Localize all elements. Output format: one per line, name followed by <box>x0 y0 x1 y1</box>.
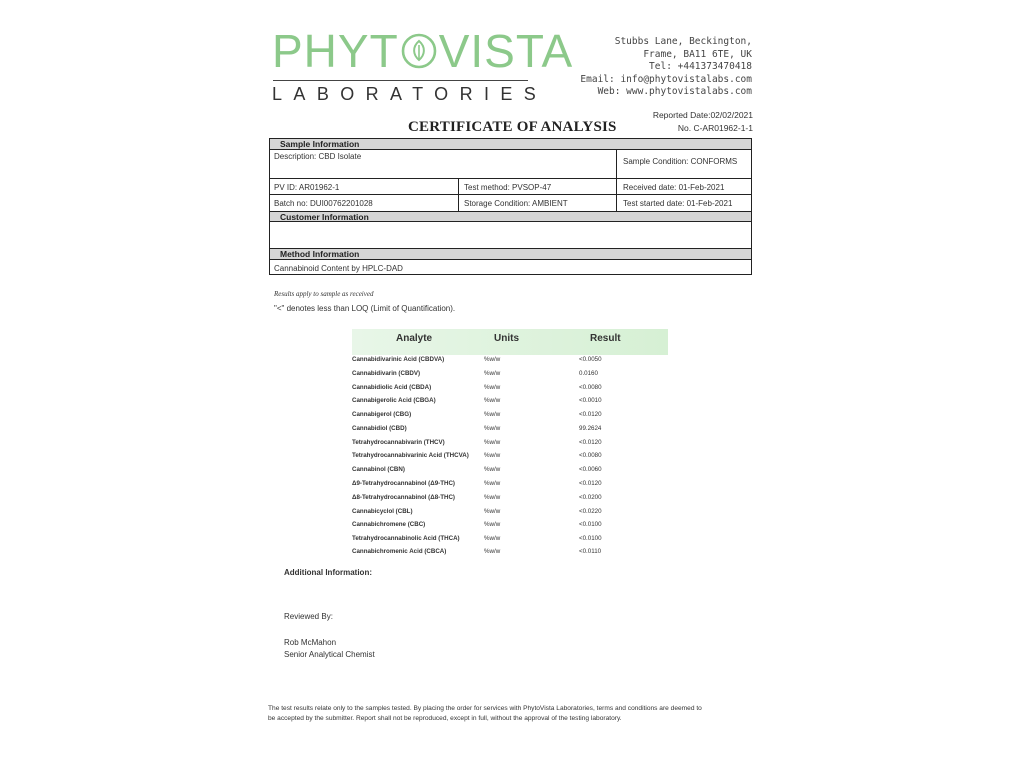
analyte-unit: %w/w <box>484 480 501 487</box>
lab-address <box>580 36 752 99</box>
address-line: Tel: +441373470418 <box>649 61 752 72</box>
test-method: Test method: PVSOP-47 <box>464 183 552 192</box>
analyte-unit: %w/w <box>484 494 501 501</box>
analyte-unit: %w/w <box>484 466 501 473</box>
column-divider <box>616 150 617 217</box>
customer-section-header: Customer Information <box>270 211 751 222</box>
batch-number: Batch no: DUI00762201028 <box>274 199 373 208</box>
brand-subtitle: LABORATORIES <box>272 84 548 104</box>
analyte-result: <0.0100 <box>579 535 602 542</box>
row-divider <box>270 178 751 179</box>
brand-name-left: PHYT <box>272 25 399 77</box>
reviewer-role: Senior Analytical Chemist <box>284 650 375 659</box>
analyte-result: <0.0200 <box>579 494 602 501</box>
analyte-result: <0.0100 <box>579 521 602 528</box>
analyte-name: Cannabidiol (CBD) <box>352 425 407 432</box>
analyte-result: <0.0050 <box>579 356 602 363</box>
analyte-name: Tetrahydrocannabivarinic Acid (THCVA) <box>352 452 469 459</box>
units-column-header: Units <box>494 333 519 344</box>
test-started-date: Test started date: 01-Feb-2021 <box>623 199 733 208</box>
analyte-unit: %w/w <box>484 397 501 404</box>
analyte-unit: %w/w <box>484 548 501 555</box>
analyte-unit: %w/w <box>484 535 501 542</box>
reviewer-block <box>284 637 375 661</box>
analyte-unit: %w/w <box>484 356 501 363</box>
row-divider <box>270 194 751 195</box>
analyte-unit: %w/w <box>484 452 501 459</box>
address-line: Stubbs Lane, Beckington, <box>614 36 752 47</box>
additional-info-heading: Additional Information: <box>284 568 372 577</box>
report-number: No. C-AR01962-1-1 <box>677 123 753 133</box>
information-box <box>269 138 752 275</box>
leaf-circle-icon <box>401 33 437 69</box>
pv-id: PV ID: AR01962-1 <box>274 183 340 192</box>
sample-condition: Sample Condition: CONFORMS <box>623 157 738 166</box>
method-description: Cannabinoid Content by HPLC-DAD <box>274 264 403 273</box>
reported-date: Reported Date:02/02/2021 <box>652 110 753 120</box>
analyte-result: <0.0080 <box>579 452 602 459</box>
address-line: Web: www.phytovistalabs.com <box>597 86 752 97</box>
analyte-result: <0.0110 <box>579 548 602 555</box>
results-table-header <box>352 329 668 355</box>
storage-condition: Storage Condition: AMBIENT <box>464 199 568 208</box>
analyte-name: Cannabidivarin (CBDV) <box>352 370 421 377</box>
analyte-unit: %w/w <box>484 425 501 432</box>
analyte-result: <0.0220 <box>579 508 602 515</box>
analyte-name: Tetrahydrocannabinolic Acid (THCA) <box>352 535 460 542</box>
analyte-unit: %w/w <box>484 370 501 377</box>
analyte-result: <0.0120 <box>579 411 602 418</box>
analyte-unit: %w/w <box>484 384 501 391</box>
analyte-name: Cannabigerol (CBG) <box>352 411 412 418</box>
analyte-name: Δ8-Tetrahydrocannabinol (Δ8-THC) <box>352 494 455 501</box>
logo-divider <box>273 80 528 81</box>
address-line: Frame, BA11 6TE, UK <box>643 48 752 60</box>
footer-disclaimer: The test results relate only to the samples tested. By placing the order for services with PhytoVista Laboratories, terms and conditions are deemed to be accepted by the submitter. Report shall not be reproduced, except in full, without the approval of the testing laboratory. <box>268 705 702 722</box>
analyte-result: <0.0060 <box>579 466 602 473</box>
analyte-result: <0.0120 <box>579 439 602 446</box>
result-column-header: Result <box>590 333 621 344</box>
reviewed-by-label: Reviewed By: <box>284 612 333 621</box>
analyte-unit: %w/w <box>484 521 501 528</box>
analyte-name: Cannabichromene (CBC) <box>352 521 426 528</box>
analyte-name: Δ9-Tetrahydrocannabinol (Δ9-THC) <box>352 480 455 487</box>
sample-description: Description: CBD Isolate <box>274 152 362 161</box>
certificate-title: CERTIFICATE OF ANALYSIS <box>408 119 617 135</box>
address-line: Email: info@phytovistalabs.com <box>580 73 752 85</box>
analyte-column-header: Analyte <box>396 333 433 344</box>
analyte-name: Cannabinol (CBN) <box>352 466 405 473</box>
analyte-result: <0.0010 <box>579 397 602 404</box>
received-date: Received date: 01-Feb-2021 <box>623 183 725 192</box>
method-section-header: Method Information <box>270 249 751 260</box>
analyte-name: Cannabichromenic Acid (CBCA) <box>352 548 447 555</box>
analyte-unit: %w/w <box>484 508 501 515</box>
analyte-name: Cannabigerolic Acid (CBGA) <box>352 397 436 404</box>
analyte-unit: %w/w <box>484 439 501 446</box>
sample-section-header: Sample Information <box>270 139 751 150</box>
results-note: Results apply to sample as received <box>274 290 374 298</box>
brand-logo <box>272 25 574 77</box>
loq-note: "<" denotes less than LOQ (Limit of Quantification). <box>274 304 456 313</box>
analyte-result: 99.2624 <box>579 425 602 432</box>
analyte-name: Cannabicyclol (CBL) <box>352 508 413 515</box>
brand-name-right: VISTA <box>438 25 574 77</box>
analyte-name: Cannabidivarinic Acid (CBDVA) <box>352 356 445 363</box>
analyte-result: <0.0120 <box>579 480 602 487</box>
analyte-name: Tetrahydrocannabivarin (THCV) <box>352 439 445 446</box>
analyte-unit: %w/w <box>484 411 501 418</box>
reviewer-name: Rob McMahon <box>284 638 337 647</box>
analyte-name: Cannabidiolic Acid (CBDA) <box>352 384 432 391</box>
analyte-result: 0.0160 <box>579 370 598 377</box>
analyte-result: <0.0080 <box>579 384 602 391</box>
